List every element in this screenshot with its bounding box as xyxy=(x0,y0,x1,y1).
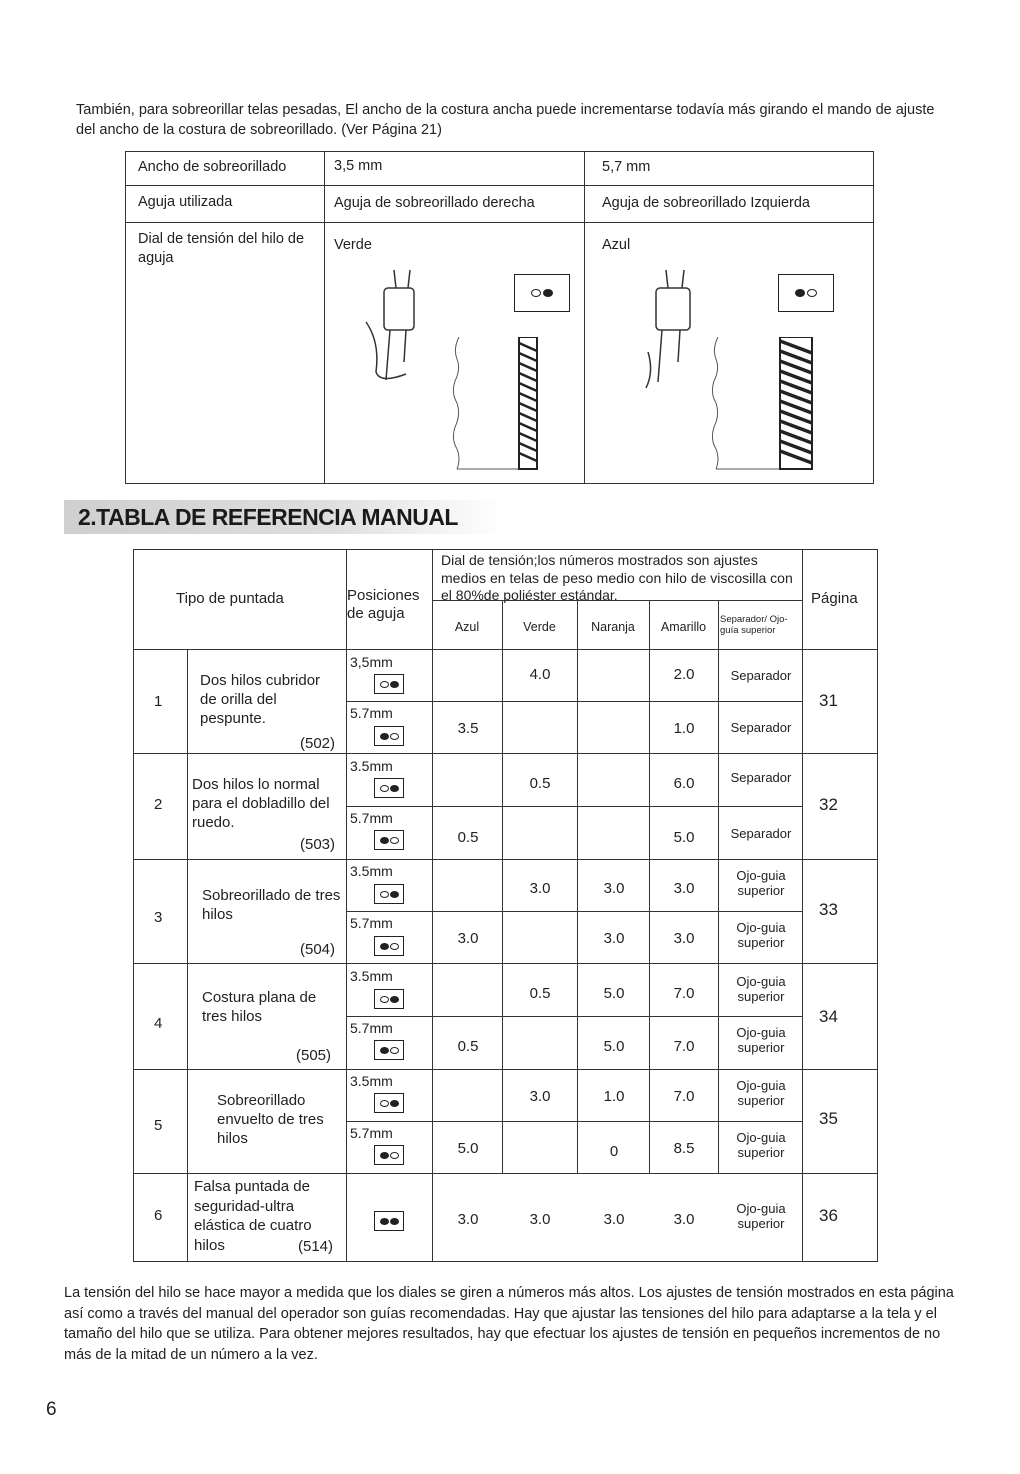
azul-value: 5.0 xyxy=(457,1140,479,1157)
needle-position-label: 5.7mm xyxy=(350,1020,393,1036)
reference-table xyxy=(133,549,878,1262)
page-ref: 36 xyxy=(819,1206,838,1225)
amarillo-value: 3.0 xyxy=(673,880,695,897)
header-verde: Verde xyxy=(523,620,556,634)
needle-left-icon xyxy=(374,936,404,956)
needle-position-label: 3.5mm xyxy=(350,968,393,984)
row-number: 6 xyxy=(154,1207,163,1224)
naranja-value: 5.0 xyxy=(603,985,625,1002)
amarillo-value: 2.0 xyxy=(673,666,695,683)
page-ref: 34 xyxy=(819,1007,838,1026)
verde-value: 3.0 xyxy=(529,880,551,897)
stitch-description: Falsa puntada de seguridad-ultra elástica de cuatro hilos xyxy=(194,1178,312,1254)
separator-value: Ojo-guia superior xyxy=(736,1025,786,1055)
narrow-stitch-illustration xyxy=(451,337,541,472)
azul-value: 3.5 xyxy=(457,720,479,737)
needle-position-label: 5.7mm xyxy=(350,915,393,931)
header-azul: Azul xyxy=(454,620,480,634)
row-number: 3 xyxy=(154,909,163,926)
verde-value: 0.5 xyxy=(529,985,551,1002)
header-naranja: Naranja xyxy=(591,620,635,634)
intro-paragraph: También, para sobreorillar telas pesadas, El ancho de la costura ancha puede incrementarse todavía más girando el mando de ajuste del ancho de la costura de sobreorillado. (Ver Página 21) xyxy=(76,102,935,138)
t1-needle-left: Aguja de sobreorillado derecha xyxy=(334,195,535,211)
verde-value: 3.0 xyxy=(529,1211,551,1228)
separator-value: Ojo-guia superior xyxy=(736,1201,786,1231)
needle-left-icon xyxy=(374,830,404,850)
needle-right-icon xyxy=(374,989,404,1009)
separator-value: Ojo-guia superior xyxy=(736,868,786,898)
header-posiciones: Posiciones de aguja xyxy=(347,587,420,622)
both-needles-icon xyxy=(374,1211,404,1231)
amarillo-value: 7.0 xyxy=(673,1038,695,1055)
naranja-value: 3.0 xyxy=(603,880,625,897)
t1-dial-left: Verde xyxy=(334,237,372,253)
header-amarillo: Amarillo xyxy=(660,620,707,634)
amarillo-value: 1.0 xyxy=(673,720,695,737)
separator-value: Separador xyxy=(730,720,792,735)
t1-needle-label: Aguja utilizada xyxy=(138,194,233,210)
t1-dial-label: Dial de tensión del hilo de aguja xyxy=(138,231,305,266)
needle-position-label: 5.7mm xyxy=(350,1125,393,1141)
naranja-value: 5.0 xyxy=(603,1038,625,1055)
amarillo-value: 8.5 xyxy=(673,1140,695,1157)
needle-left-icon xyxy=(374,726,404,746)
t1-width-right: 5,7 mm xyxy=(602,159,651,175)
needle-position-label: 3.5mm xyxy=(350,863,393,879)
stitch-description: Costura plana de tres hilos xyxy=(202,989,317,1025)
amarillo-value: 7.0 xyxy=(673,1088,695,1105)
naranja-value: 0 xyxy=(609,1143,619,1160)
stitch-code: (514) xyxy=(298,1238,334,1255)
amarillo-value: 5.0 xyxy=(673,829,695,846)
stitch-description: Sobreorillado de tres hilos xyxy=(202,887,341,923)
stitch-description: Dos hilos cubridor de orilla del pespunte. xyxy=(200,672,321,727)
azul-value: 0.5 xyxy=(457,829,479,846)
stitch-code: (504) xyxy=(300,941,336,958)
needle-position-label: 5.7mm xyxy=(350,705,393,721)
section-banner xyxy=(64,500,504,534)
separator-value: Ojo-guia superior xyxy=(736,1130,786,1160)
stitch-code: (503) xyxy=(300,836,336,853)
separator-value: Ojo-guia superior xyxy=(736,974,786,1004)
amarillo-value: 6.0 xyxy=(673,775,695,792)
page-ref: 31 xyxy=(819,691,838,710)
page-ref: 32 xyxy=(819,795,838,814)
page-ref: 33 xyxy=(819,900,838,919)
page-ref: 35 xyxy=(819,1109,838,1128)
amarillo-value: 3.0 xyxy=(673,1211,695,1228)
azul-value: 3.0 xyxy=(457,930,479,947)
needle-position-label: 3.5mm xyxy=(350,1073,393,1089)
separator-value: Separador xyxy=(730,770,792,785)
naranja-value: 3.0 xyxy=(603,1211,625,1228)
needle-position-label: 3.5mm xyxy=(350,758,393,774)
needle-position-left-icon xyxy=(778,274,834,312)
naranja-value: 1.0 xyxy=(603,1088,625,1105)
needle-right-icon xyxy=(374,884,404,904)
needle-right-icon xyxy=(374,778,404,798)
row-number: 5 xyxy=(154,1117,163,1134)
needle-position-right-icon xyxy=(514,274,570,312)
needle-right-icon xyxy=(374,674,404,694)
naranja-value: 3.0 xyxy=(603,930,625,947)
verde-value: 0.5 xyxy=(529,775,551,792)
separator-value: Separador xyxy=(730,826,792,841)
row-number: 1 xyxy=(154,693,163,710)
azul-value: 0.5 xyxy=(457,1038,479,1055)
t1-width-label: Ancho de sobreorillado xyxy=(138,159,287,175)
header-separador: Separador/ Ojo-guía superior xyxy=(720,614,788,636)
needle-left-icon xyxy=(374,1040,404,1060)
section-title: 2.TABLA DE REFERENCIA MANUAL xyxy=(78,504,458,530)
header-tipo: Tipo de puntada xyxy=(176,590,284,607)
separator-value: Ojo-guia superior xyxy=(736,1078,786,1108)
amarillo-value: 7.0 xyxy=(673,985,695,1002)
row-number: 2 xyxy=(154,796,163,813)
stitch-description: Sobreorillado envuelto de tres hilos xyxy=(217,1092,324,1147)
t1-dial-right: Azul xyxy=(602,237,631,253)
header-dial: Dial de tensión;los números mostrados son ajustes medios en telas de peso medio con hilo de viscosilla con el 80%de poliéster estándar. xyxy=(441,552,793,603)
verde-value: 4.0 xyxy=(529,666,551,683)
overlock-width-table xyxy=(125,151,874,484)
separator-value: Ojo-guia superior xyxy=(736,920,786,950)
row-number: 4 xyxy=(154,1015,163,1032)
stitch-code: (505) xyxy=(296,1047,332,1064)
needle-right-illustration xyxy=(336,262,456,482)
header-pagina: Página xyxy=(811,590,858,607)
stitch-code: (502) xyxy=(300,735,336,752)
amarillo-value: 3.0 xyxy=(673,930,695,947)
stitch-description: Dos hilos lo normal para el dobladillo del ruedo. xyxy=(192,776,330,831)
verde-value: 3.0 xyxy=(529,1088,551,1105)
azul-value: 3.0 xyxy=(457,1211,479,1228)
needle-position-label: 5.7mm xyxy=(350,810,393,826)
needle-right-icon xyxy=(374,1093,404,1113)
t1-needle-right: Aguja de sobreorillado Izquierda xyxy=(602,195,810,211)
separator-value: Separador xyxy=(730,668,792,683)
closing-paragraph: La tensión del hilo se hace mayor a medida que los diales se giren a números más altos. Los ajustes de tensión mostrados en esta página así como a través del manual del operador son guías recomendadas. Hay que ajustar las tensiones del hilo para adaptarse a la tela y el tamaño del hilo que se utiliza. Para obtener mejores resultados, hay que efectuar los ajustes de tensión en pequeños incrementos de no más de la mitad de un número a la vez. xyxy=(64,1285,954,1363)
needle-position-label: 3,5mm xyxy=(350,654,393,670)
t1-width-left: 3,5 mm xyxy=(334,158,383,174)
page-number: 6 xyxy=(46,1399,57,1420)
needle-left-icon xyxy=(374,1145,404,1165)
wide-stitch-illustration xyxy=(710,337,830,472)
